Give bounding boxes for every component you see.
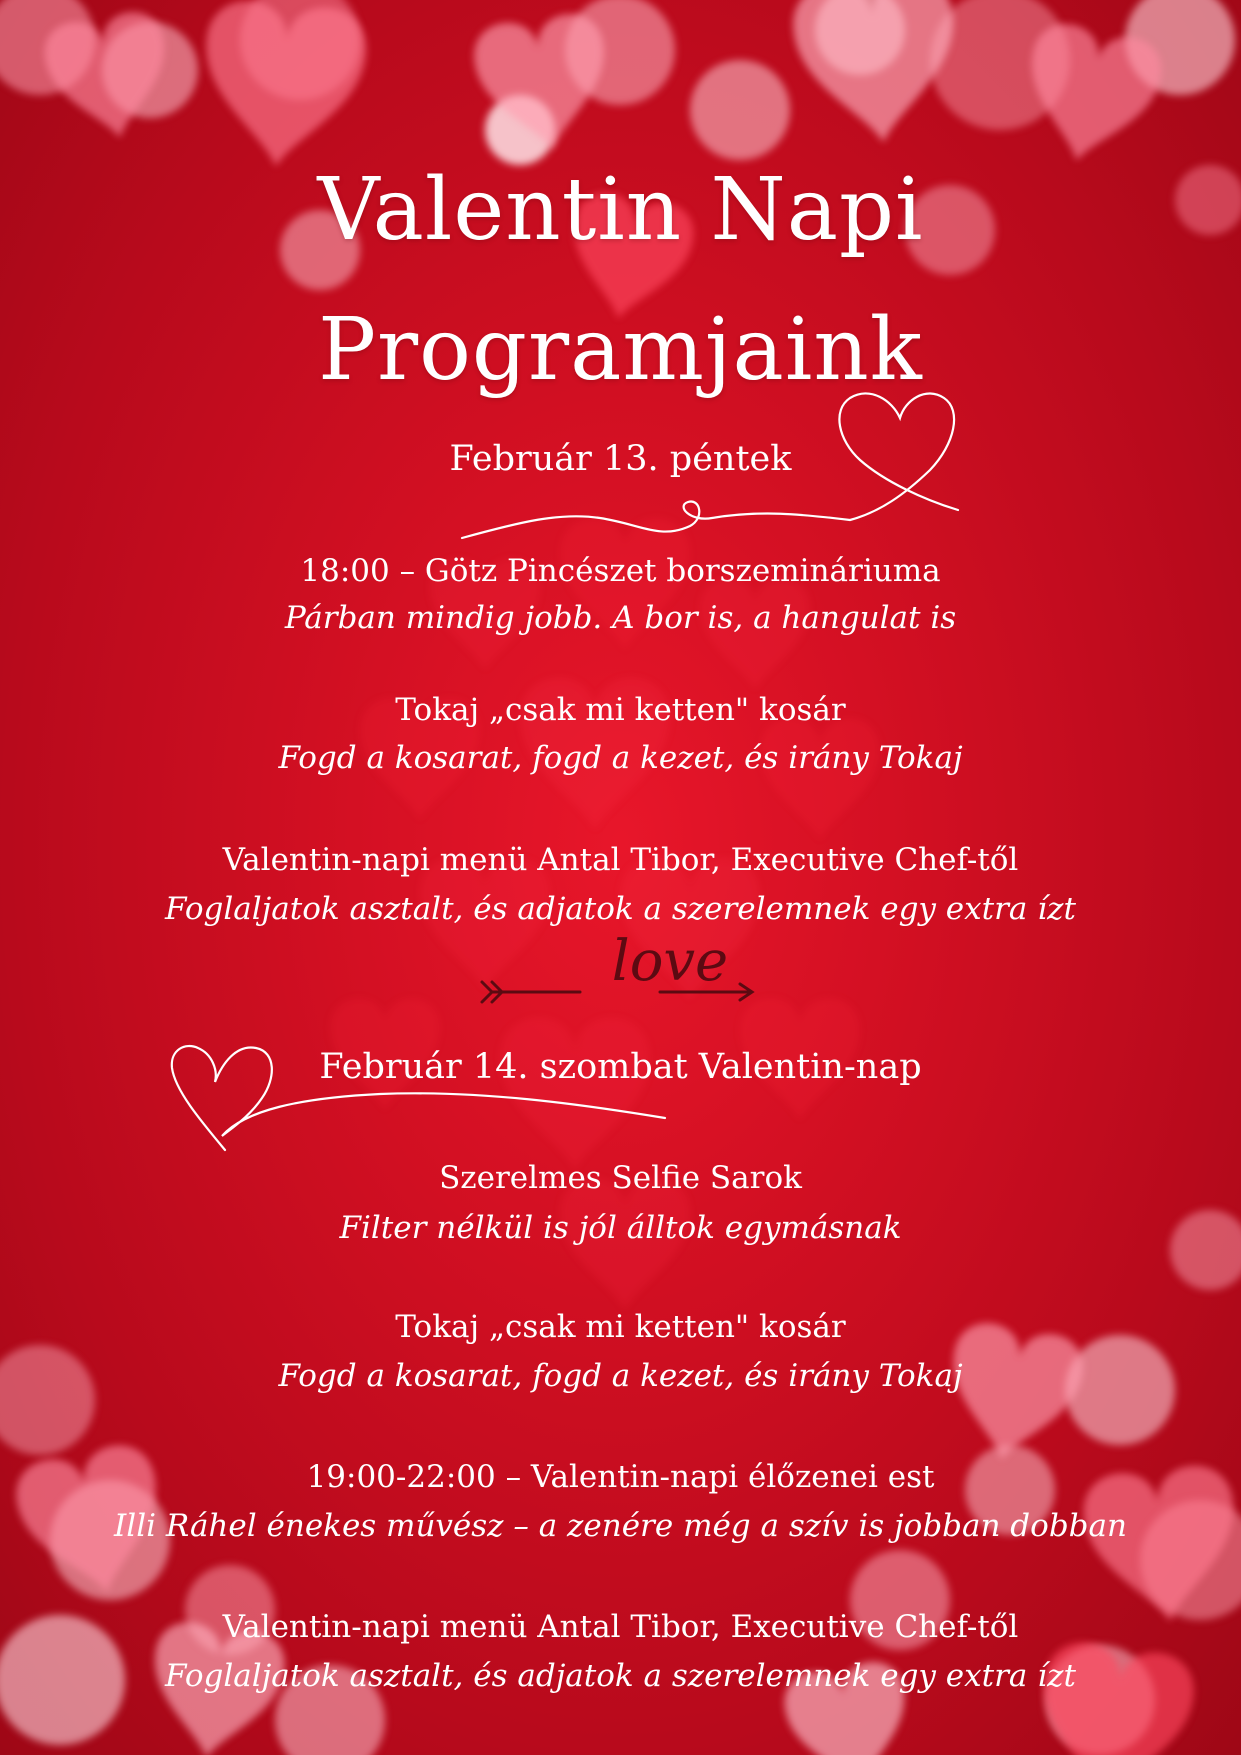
day1-date: Február 13. péntek — [449, 439, 792, 479]
page-title-line1: Valentin Napi — [317, 160, 924, 260]
day2-event3-title: 19:00-22:00 – Valentin-napi élőzenei est — [306, 1459, 935, 1495]
day1-event3-title: Valentin-napi menü Antal Tibor, Executive Chef-től — [222, 842, 1019, 878]
day1-event1-title: 18:00 – Götz Pincészet borszemináriuma — [300, 553, 941, 589]
day2-event4-title: Valentin-napi menü Antal Tibor, Executive Chef-től — [222, 1609, 1019, 1645]
love-word: love — [611, 929, 729, 994]
page-title-line2: Programjaink — [318, 300, 923, 400]
day1-event2-title: Tokaj „csak mi ketten" kosár — [395, 692, 846, 728]
day1-event3-subtitle: Foglaljatok asztalt, és adjatok a szerelemnek egy extra ízt — [165, 891, 1076, 927]
day2-date: Február 14. szombat Valentin-nap — [319, 1047, 922, 1087]
day1-event2-subtitle: Fogd a kosarat, fogd a kezet, és irány Tokaj — [278, 740, 963, 776]
day2-event4-subtitle: Foglaljatok asztalt, és adjatok a szerelemnek egy extra ízt — [165, 1658, 1076, 1694]
day2-event1-title: Szerelmes Selfie Sarok — [439, 1160, 802, 1196]
day2-event2-title: Tokaj „csak mi ketten" kosár — [395, 1309, 846, 1345]
day1-event1-subtitle: Párban mindig jobb. A bor is, a hangulat is — [284, 600, 957, 636]
day2-event1-subtitle: Filter nélkül is jól álltok egymásnak — [339, 1210, 902, 1246]
day2-event2-subtitle: Fogd a kosarat, fogd a kezet, és irány Tokaj — [278, 1358, 963, 1394]
day2-event3-subtitle: Illi Ráhel énekes művész – a zenére még a szív is jobban dobban — [114, 1508, 1127, 1544]
